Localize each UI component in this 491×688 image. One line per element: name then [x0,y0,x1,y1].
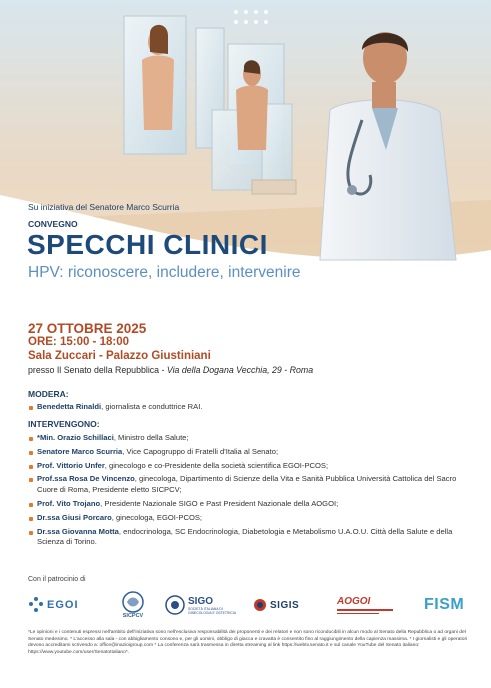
bullet-icon [29,465,33,469]
footnote: *Le opinioni e i contenuti espressi nell'ambito dell'iniziativa sono nell'esclusiva responsabilità dei proponenti e dei relatori e non sono riconducibili in alcun modo al Senato della Repubblica o ad organi del Senato medesimo. * L'accesso alla sala - con abbigliamento consono e, per gli uomini, obbligo di giacca e cravatta è consentito fino al raggiungimento della capienza massima. * I giornalisti e gli operatori devono accreditarsi scrivendo a: office@inazioigroup.com * La conferenza sarà trasmessa in diretta streaming al link https://webtv.senato.it e sul canale YouTube del Senato italiano: https://www.youtube.com/user/SenatoItaliano*. [28,630,468,655]
egoi-pcos-logo [28,588,86,622]
presso-label: presso Il Senato della Repubblica - [28,365,167,375]
moderator-name: Benedetta Rinaldi [37,402,102,411]
event-date: 27 OTTOBRE 2025 [28,321,147,336]
speaker-name: *Min. Orazio Schillaci [37,433,114,442]
sigis-mark-icon [253,598,267,612]
speakers-heading: INTERVENGONO: [28,419,100,429]
list-item [28,527,468,549]
aogoi-text: AOGOI [337,596,371,607]
speaker-name: Prof. Vito Trojano [37,498,101,508]
address-text: Via della Dogana Vecchia, 29 - Roma [166,365,314,375]
sicpcv-logo [110,588,156,622]
speaker-role: , endocrinologa, SC Endocrinologia, Diabetologia e Metabolismo U.A.O.U. Città della Salute e della Scienza di Torino. [37,526,453,547]
sigis-logo [253,588,323,622]
bullet-icon [29,437,33,441]
speaker-role: , Vice Capogruppo di Fratelli d'Italia al Senato; [122,446,279,456]
speaker-name: Prof. Vittorio Unfer [37,460,105,470]
moderator-heading: MODERA: [28,389,69,399]
page-title: SPECCHI CLINICI [27,229,268,260]
speaker-role: , ginecologo e co-Presidente della società scientifica EGOI-PCOS; [104,460,329,470]
speakers-list [28,433,468,548]
egoi-text: EGOI [47,598,79,611]
speaker-name: Dr.ssa Giovanna Motta [37,526,119,536]
initiative-line: Su iniziativa del Senatore Marco Scurria [28,202,180,212]
bullet-icon [29,531,33,535]
speaker-role: , ginecologa, Dipartimento di Scienze della Vita e Sanità Pubblica Università Cattolica del Sacro Cuore di Roma, Presidente eletto SICPCV; [37,474,457,495]
venue-address [28,365,313,375]
moderator-list [28,402,468,413]
aogoi-underline-2 [337,613,379,614]
patronage-label: Con il patrocinio di [28,576,86,583]
event-type: CONVEGNO [28,219,78,229]
fism-text: FISM [424,596,465,613]
list-item [28,447,468,458]
aogoi-logo [337,588,399,622]
patron-logos [28,588,468,622]
speaker-name: Senatore Marco Scurria [37,446,123,456]
list-item [28,513,468,524]
speaker-name: Dr.ssa Giusi Porcaro [37,512,112,522]
sigo-mark-icon [165,595,185,615]
event-time: ORE: 15:00 - 18:00 [28,336,129,348]
sicpcv-mark-icon [121,591,145,613]
egoi-mark-icon [28,595,44,615]
speaker-name: Prof.ssa Rosa De Vincenzo [37,474,135,484]
sigo-text: SIGO [188,595,214,607]
list-item [28,433,468,444]
event-venue: Sala Zuccari - Palazzo Giustiniani [28,350,211,362]
sicpcv-text: SICPCV [122,613,144,619]
bullet-icon [29,503,33,507]
bullet-icon [29,517,33,521]
list-item [28,474,468,496]
sigis-text: SIGIS [270,599,300,611]
sigo-subtext: SOCIETÀ ITALIANA DI GINECOLOGIA E OSTETRICIA [188,606,237,615]
aogoi-underline [337,609,393,611]
sigo-logo [165,588,245,622]
list-item [28,402,468,413]
bullet-icon [29,451,33,455]
moderator-role: , giornalista e conduttrice RAI. [101,402,203,411]
fism-logo [424,588,464,622]
speaker-role: , Presidente Nazionale SIGO e Past President Nazionale della AOGOI; [100,498,339,508]
speaker-role: , Ministro della Salute; [113,433,189,442]
page-subtitle: HPV: riconoscere, includere, intervenire [28,264,301,281]
speaker-role: , ginecologa, EGOI-PCOS; [111,512,203,522]
list-item [28,461,468,472]
bullet-icon [29,406,33,410]
bullet-icon [29,478,33,482]
list-item [28,499,468,510]
